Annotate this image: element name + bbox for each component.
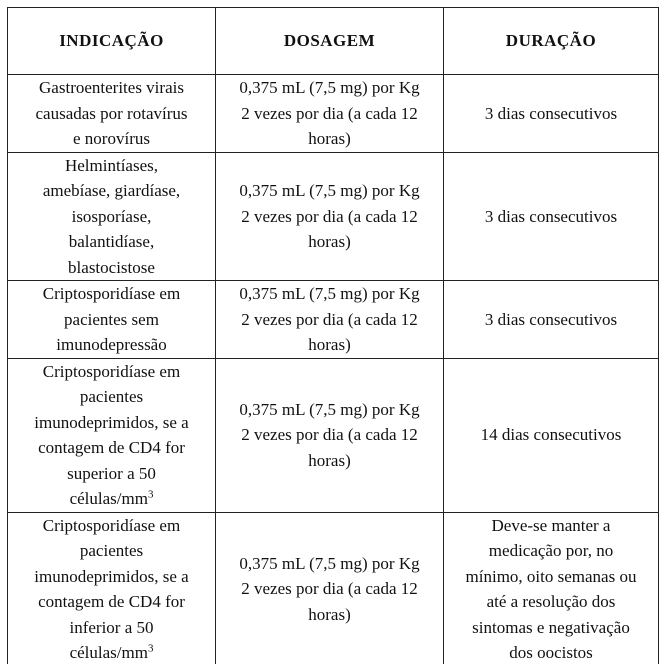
dosage-cell-text: horas) bbox=[308, 335, 351, 354]
dosage-cell-text: 2 vezes por dia (a cada 12 bbox=[241, 425, 418, 445]
indication-cell-text: imunodeprimidos, se a bbox=[34, 566, 189, 586]
indication-cell-text: células/mm bbox=[69, 643, 148, 662]
dosage-cell bbox=[216, 281, 444, 359]
dosage-cell-text: 0,375 mL (7,5 mg) por Kg bbox=[239, 78, 420, 97]
indication-cell-line bbox=[16, 538, 207, 564]
dosage-cell-text: horas) bbox=[308, 129, 351, 148]
table-body bbox=[8, 75, 659, 664]
duration-cell-line bbox=[452, 422, 650, 448]
indication-cell-text: Criptosporidíase em bbox=[42, 515, 181, 535]
duration-cell-line bbox=[452, 538, 650, 564]
dosage-cell bbox=[216, 512, 444, 664]
indication-cell-line bbox=[16, 589, 207, 615]
indication-cell bbox=[8, 75, 216, 153]
dosage-cell-line bbox=[224, 229, 435, 255]
indication-cell-text: blastocistose bbox=[68, 257, 155, 277]
dosage-cell-line bbox=[224, 126, 435, 152]
duration-cell-text: Deve-se manter a bbox=[491, 515, 611, 535]
indication-cell-text: amebíase, giardíase, bbox=[42, 181, 181, 200]
dosage-cell-line bbox=[224, 448, 435, 474]
table-row bbox=[8, 75, 659, 153]
indication-cell-text: pacientes bbox=[79, 387, 144, 406]
indication-cell-line bbox=[16, 229, 207, 255]
indication-cell-line bbox=[16, 307, 207, 333]
indication-cell-text: Criptosporidíase em bbox=[42, 284, 181, 303]
header-dosage: DOSAGEM bbox=[216, 8, 444, 75]
indication-cell-text: pacientes sem bbox=[64, 309, 159, 329]
duration-cell bbox=[444, 512, 659, 664]
indication-cell-line bbox=[16, 640, 207, 664]
dosage-cell-line bbox=[224, 576, 435, 602]
indication-cell-line bbox=[16, 615, 207, 641]
indication-cell-text: imunodeprimidos, se a bbox=[34, 412, 189, 432]
indication-cell-text: contagem de CD4 for bbox=[38, 438, 185, 457]
table-row bbox=[8, 281, 659, 359]
duration-cell-text: 3 dias consecutivos bbox=[484, 206, 618, 226]
indication-cell-text: superior a 50 bbox=[67, 463, 156, 483]
dosage-cell-text: 2 vezes por dia (a cada 12 bbox=[241, 579, 418, 599]
indication-cell-line bbox=[16, 178, 207, 204]
duration-cell-line bbox=[452, 589, 650, 615]
duration-cell-line bbox=[452, 307, 650, 333]
dosage-cell-line bbox=[224, 332, 435, 358]
indication-cell-line bbox=[16, 332, 207, 358]
indication-cell-line bbox=[16, 101, 207, 127]
duration-cell-line bbox=[452, 564, 650, 590]
indication-cell-text: inferior a 50 bbox=[69, 617, 154, 637]
header-indication: INDICAÇÃO bbox=[8, 8, 216, 75]
dosage-cell-text: 0,375 mL (7,5 mg) por Kg bbox=[239, 284, 420, 303]
indication-cell bbox=[8, 281, 216, 359]
duration-cell-text: medicação por, no bbox=[488, 541, 614, 560]
duration-cell-text: mínimo, oito semanas ou bbox=[465, 566, 637, 586]
duration-cell bbox=[444, 75, 659, 153]
unit-exponent: 3 bbox=[147, 488, 154, 501]
indication-cell-text: Gastroenterites virais bbox=[39, 78, 184, 97]
indication-cell-line bbox=[16, 359, 207, 385]
table-row bbox=[8, 358, 659, 512]
duration-cell-text: 14 dias consecutivos bbox=[480, 425, 622, 445]
dosage-cell-text: 2 vezes por dia (a cada 12 bbox=[241, 206, 418, 226]
dosage-cell-line bbox=[224, 75, 435, 101]
dosage-cell-text: horas) bbox=[308, 232, 351, 251]
dosage-cell-line bbox=[224, 602, 435, 628]
table-row bbox=[8, 512, 659, 664]
indication-cell-line bbox=[16, 204, 207, 230]
duration-cell-line bbox=[452, 640, 650, 664]
indication-cell-text: isosporíase, bbox=[71, 206, 152, 226]
indication-cell-text: Helmintíases, bbox=[64, 155, 158, 175]
indication-cell bbox=[8, 358, 216, 512]
dosage-cell-text: 0,375 mL (7,5 mg) por Kg bbox=[239, 553, 420, 573]
dosage-cell-line bbox=[224, 397, 435, 423]
dosage-cell bbox=[216, 152, 444, 281]
indication-cell-line bbox=[16, 255, 207, 281]
duration-cell-text: 3 dias consecutivos bbox=[484, 103, 618, 123]
indication-cell bbox=[8, 152, 216, 281]
dosage-cell-text: horas) bbox=[308, 604, 351, 624]
dosage-cell-line bbox=[224, 281, 435, 307]
duration-cell bbox=[444, 152, 659, 281]
dosage-table bbox=[7, 7, 659, 664]
indication-cell-line bbox=[16, 126, 207, 152]
duration-cell-line bbox=[452, 513, 650, 539]
dosage-cell bbox=[216, 75, 444, 153]
duration-cell bbox=[444, 281, 659, 359]
duration-cell-text: sintomas e negativação bbox=[472, 617, 630, 637]
dosage-cell-text: 2 vezes por dia (a cada 12 bbox=[241, 103, 418, 123]
duration-cell-line bbox=[452, 101, 650, 127]
indication-cell bbox=[8, 512, 216, 664]
table-row bbox=[8, 152, 659, 281]
unit-exponent: 3 bbox=[147, 642, 154, 655]
indication-cell-text: causadas por rotavírus bbox=[35, 103, 188, 123]
dosage-cell-line bbox=[224, 178, 435, 204]
indication-cell-text: células/mm bbox=[69, 489, 148, 508]
indication-cell-line bbox=[16, 435, 207, 461]
duration-cell-line bbox=[452, 615, 650, 641]
dosage-cell-text: 0,375 mL (7,5 mg) por Kg bbox=[239, 181, 420, 200]
indication-cell-line bbox=[16, 564, 207, 590]
dosage-cell-line bbox=[224, 551, 435, 577]
indication-cell-line bbox=[16, 486, 207, 512]
dosage-cell-line bbox=[224, 204, 435, 230]
indication-cell-line bbox=[16, 461, 207, 487]
indication-cell-text: Criptosporidíase em bbox=[42, 361, 181, 381]
dosage-cell-text: horas) bbox=[308, 450, 351, 470]
header-duration: DURAÇÃO bbox=[444, 8, 659, 75]
duration-cell-text: até a resolução dos bbox=[486, 592, 616, 611]
table-header-row bbox=[8, 8, 659, 75]
indication-cell-text: imunodepressão bbox=[56, 335, 167, 354]
dosage-cell-text: 2 vezes por dia (a cada 12 bbox=[241, 309, 418, 329]
indication-cell-text: contagem de CD4 for bbox=[38, 592, 185, 611]
duration-cell-line bbox=[452, 204, 650, 230]
dosage-cell-line bbox=[224, 422, 435, 448]
indication-cell-line bbox=[16, 410, 207, 436]
indication-cell-text: e norovírus bbox=[73, 129, 150, 148]
dosage-cell-line bbox=[224, 307, 435, 333]
indication-cell-line bbox=[16, 75, 207, 101]
dosage-cell bbox=[216, 358, 444, 512]
duration-cell-text: 3 dias consecutivos bbox=[484, 309, 618, 329]
duration-cell-text: dos oocistos bbox=[509, 643, 593, 662]
indication-cell-line bbox=[16, 513, 207, 539]
dosage-cell-text: 0,375 mL (7,5 mg) por Kg bbox=[239, 399, 420, 419]
indication-cell-text: balantidíase, bbox=[68, 232, 155, 251]
indication-cell-line bbox=[16, 281, 207, 307]
dosage-cell-line bbox=[224, 101, 435, 127]
indication-cell-line bbox=[16, 384, 207, 410]
duration-cell bbox=[444, 358, 659, 512]
indication-cell-text: pacientes bbox=[79, 541, 144, 560]
indication-cell-line bbox=[16, 153, 207, 179]
